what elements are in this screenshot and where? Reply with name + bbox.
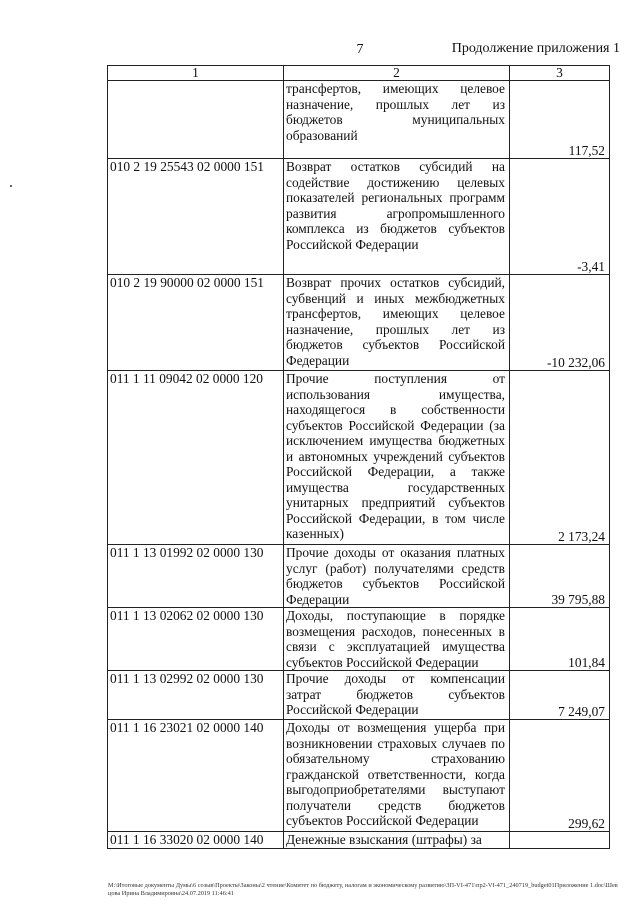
row-value: 117,52 [510, 81, 610, 159]
continuation-label: Продолжение приложения 1 [451, 41, 620, 56]
column-header-2: 2 [284, 66, 510, 81]
column-header-1: 1 [108, 66, 284, 81]
revenue-table [107, 65, 610, 849]
scan-speck [10, 185, 12, 187]
row-description: Прочие доходы от компенсации затрат бюджетов субъектов Российской Федерации [284, 671, 510, 720]
row-code: 011 1 13 01992 02 0000 130 [108, 545, 284, 608]
row-code: 011 1 16 33020 02 0000 140 [108, 832, 284, 849]
row-description: Доходы, поступающие в порядке возмещения расходов, понесенных в связи с эксплуатацией имущества субъектов Российской Федерации [284, 608, 510, 671]
row-code: 010 2 19 25543 02 0000 151 [108, 159, 284, 275]
table-row [108, 608, 610, 671]
table-row [108, 671, 610, 720]
row-description: Прочие доходы от оказания платных услуг (работ) получателями средств бюджетов субъектов Российской Федерации [284, 545, 510, 608]
row-value: -10 232,06 [510, 275, 610, 371]
row-description: Доходы от возмещения ущерба при возникновении страховых случаев по обязательному страхованию гражданской ответственности, когда выгодоприобретателями выступают получатели средств бюджетов субъектов Российской Федерации [284, 720, 510, 832]
row-description: трансфертов, имеющих целевое назначение, прошлых лет из бюджетов муниципальных образований [284, 81, 510, 159]
table-row [108, 159, 610, 275]
page-number: 7 [356, 42, 364, 57]
row-code: 011 1 16 23021 02 0000 140 [108, 720, 284, 832]
row-code: 010 2 19 90000 02 0000 151 [108, 275, 284, 371]
row-description: Прочие поступления от использования имущества, находящегося в собственности субъектов Российской Федерации (за исключением имущества бюджетных и автономных учреждений субъектов Российской Федерации, а также имущества государственных унитарных предприятий субъектов Российской Федерации, в том числе казенных) [284, 371, 510, 545]
row-value: -3,41 [510, 159, 610, 275]
file-path-footer: M:\Итоговые документы Думы\6 созыв\Проекты\Законы\2 чтение\Комитет по бюджету, налогам и экономическому развитию\ЗП-VI-471\пр2-VI-471_240719_budget01Приложение 1.doc\Шевцова Ирина Владимировна\24.07.2019 11:46:41 [108, 882, 618, 897]
row-value: 7 249,07 [510, 671, 610, 720]
row-description: Возврат остатков субсидий на содействие достижению целевых показателей региональных программ развития агропромышленного комплекса из бюджетов субъектов Российской Федерации [284, 159, 510, 275]
table-row [108, 720, 610, 832]
row-value: 101,84 [510, 608, 610, 671]
row-value: 2 173,24 [510, 371, 610, 545]
header-row [108, 66, 610, 81]
row-description: Возврат прочих остатков субсидий, субвенций и иных межбюджетных трансфертов, имеющих целевое назначение, прошлых лет из бюджетов субъектов Российской Федерации [284, 275, 510, 371]
row-value [510, 832, 610, 849]
row-value: 299,62 [510, 720, 610, 832]
table-row [108, 81, 610, 159]
table-row [108, 371, 610, 545]
row-code: 011 1 13 02062 02 0000 130 [108, 608, 284, 671]
row-value: 39 795,88 [510, 545, 610, 608]
row-code [108, 81, 284, 159]
table-row [108, 832, 610, 849]
table-row [108, 545, 610, 608]
column-header-3: 3 [510, 66, 610, 81]
row-code: 011 1 11 09042 02 0000 120 [108, 371, 284, 545]
table-row [108, 275, 610, 371]
row-code: 011 1 13 02992 02 0000 130 [108, 671, 284, 720]
row-description: Денежные взыскания (штрафы) за [284, 832, 510, 849]
